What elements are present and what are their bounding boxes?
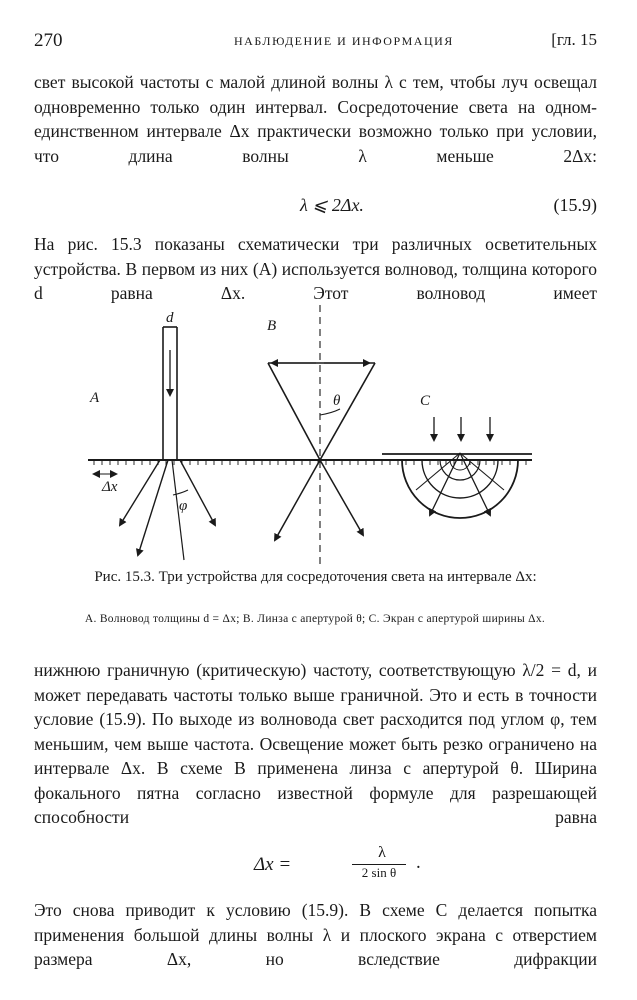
figure-caption: Рис. 15.3. Три устройства для сосредоточения света на интервале Δx: [94,569,537,585]
equation-15-9 [34,195,597,221]
figure-label-c: C [420,393,431,409]
figure-label-dx: Δx [102,479,118,495]
paragraph-2: На рис. 15.3 показаны схематически три различных осветительных устройства. В первом из них (А) используется волновод, толщина которого d равна Δx. Этот волновод имеет [34,234,597,303]
page-header [34,30,597,54]
figure-label-d: d [166,310,174,326]
figure-legend: A. Волновод толщины d = Δx; B. Линза с апертурой θ; C. Экран с апертурой ширины Δx. [84,613,546,625]
figure-label-theta: θ [333,393,341,409]
paragraph-3: нижнюю граничную (критическую) частоту, соответствующую λ/2 = d, и может передавать частоты только выше граничной. Это и есть в точности условие (15.9). По выходе из волновода свет расходится под углом φ, тем меньшим, чем выше частота. Освещение может быть резко ограничено на интервале Δx. В схеме B применена линза с апертурой θ. Ширина фокального пятна согласно известной формуле для разрешающей способности равна [34,660,597,827]
equation-numerator: λ [378,844,386,861]
waveguide-a [94,327,215,560]
paragraph-4: Это снова приводит к условию (15.9). В схеме C делается попытка применения большой длины волны λ и плоского экрана с отверстием размера Δx, но вследствие дифракции [34,900,597,969]
equation-resolution [34,846,597,886]
figure-label-a: A [90,390,100,406]
lens-b [268,305,375,565]
screen-aperture-c [382,417,532,518]
figure-label-b: B [267,318,277,334]
equation-formula: λ ⩽ 2Δx. [300,195,364,215]
equation-end: . [416,852,421,873]
paragraph-1: свет высокой частоты с малой длиной волны λ с тем, чтобы луч освещал одновременно только один интервал. Сосредоточение света на одном-единственном интервале Δx практически возможно только при условии, что длина волны λ меньше 2Δx: [34,72,597,166]
chapter-marker: [гл. 15 [551,30,597,49]
equation-number: (15.9) [553,195,597,215]
running-title: НАБЛЮДЕНИЕ И ИНФОРМАЦИЯ [234,34,454,48]
equation-denominator: 2 sin θ [361,865,397,880]
equation-lhs: Δx = [254,854,292,875]
page-number: 270 [34,30,63,51]
figure-label-phi: φ [179,498,188,514]
figure-15-3 [80,305,540,565]
